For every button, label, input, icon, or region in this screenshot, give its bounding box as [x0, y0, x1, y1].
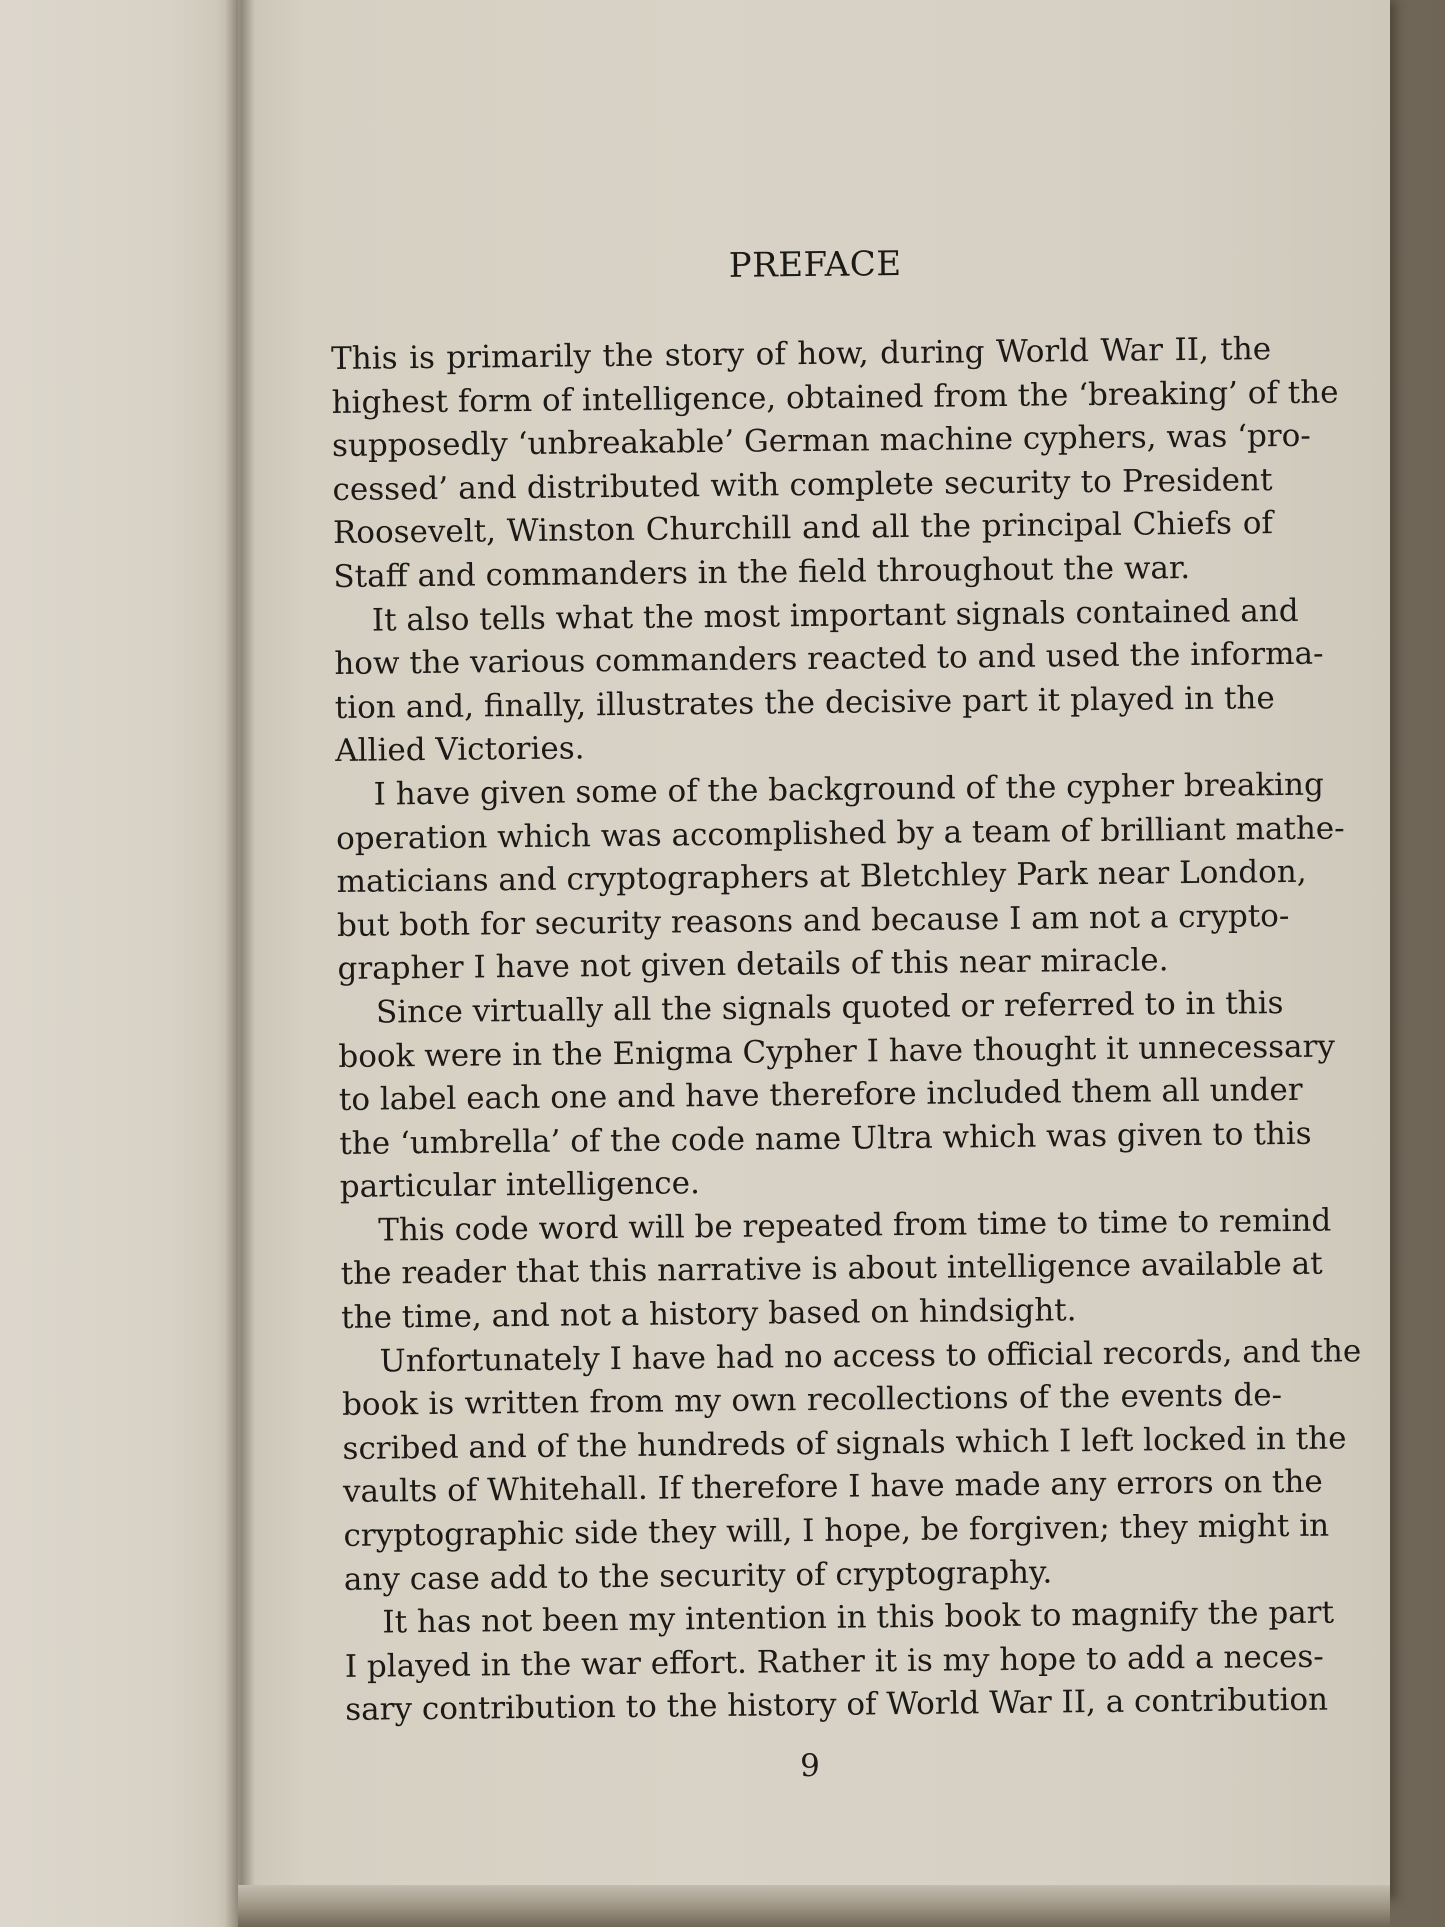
text-line: Staff and commanders in the field throughout the war. — [333, 549, 1191, 595]
text-line: This code word will be repeated from time to time to remind — [378, 1202, 1332, 1249]
paragraph — [340, 1200, 1332, 1341]
text-line: cryptographic side they will, I hope, be forgiven; they might in — [343, 1507, 1330, 1554]
text-line: This is primarily the story of how, during World War II, the — [330, 331, 1272, 377]
text-line: the time, and not a history based on hindsight. — [340, 1292, 1077, 1337]
text-line: Unfortunately I have had no access to official records, and the — [379, 1332, 1362, 1380]
paragraph — [344, 1592, 1335, 1733]
text-line: I played in the war effort. Rather it is my hope to add a neces- — [344, 1638, 1324, 1685]
text-line: the reader that this narrative is about intelligence available at — [340, 1246, 1323, 1293]
text-line: maticians and cryptographers at Bletchley Park near London, — [336, 853, 1307, 901]
text-line: the ‘umbrella’ of the code name Ultra which was given to this — [339, 1115, 1312, 1162]
text-line: any case add to the security of cryptography. — [343, 1554, 1053, 1598]
text-line: how the various commanders reacted to and used the informa- — [334, 635, 1324, 683]
text-line: particular intelligence. — [339, 1165, 701, 1206]
text-line: It has not been my intention in this book to magnify the part — [382, 1594, 1335, 1641]
page-number: 9 — [800, 1748, 820, 1784]
text-line: operation which was accomplished by a team of brilliant mathe- — [335, 809, 1345, 857]
left-page — [0, 0, 240, 1927]
text-line: tion and, finally, illustrates the decisive part it played in the — [334, 679, 1275, 726]
text-line: Since virtually all the signals quoted or referred to in this — [375, 984, 1284, 1031]
text-line: supposedly ‘unbreakable’ German machine cyphers, was ‘pro- — [331, 417, 1311, 465]
paragraph — [335, 764, 1345, 992]
text-line: cessed’ and distributed with complete security to President — [332, 461, 1273, 508]
text-line: book is written from my own recollections of the events de- — [341, 1377, 1283, 1424]
text-line: I have given some of the background of the cypher breaking — [373, 766, 1325, 813]
book-gutter — [225, 0, 255, 1927]
text-line: sary contribution to the history of World War II, a contribution — [345, 1682, 1329, 1729]
text-line: Roosevelt, Winston Churchill and all the principal Chiefs of — [332, 505, 1274, 552]
page-bottom-edge — [238, 1885, 1390, 1927]
text-line: It also tells what the most important signals contained and — [371, 592, 1299, 639]
text-line: but both for security reasons and because I am not a crypto- — [336, 897, 1290, 944]
text-line: grapher I have not given details of this near miracle. — [337, 942, 1169, 988]
text-line: vaults of Whitehall. If therefore I have made any errors on the — [342, 1464, 1323, 1511]
text-line: book were in the Enigma Cypher I have thought it unnecessary — [338, 1028, 1336, 1075]
paragraph — [334, 590, 1324, 774]
text-line: scribed and of the hundreds of signals which I left locked in the — [342, 1420, 1347, 1467]
paragraph — [341, 1331, 1362, 1602]
text-line: to label each one and have therefore included them all under — [338, 1071, 1303, 1119]
text-line: highest form of intelligence, obtained from the ‘breaking’ of the — [331, 374, 1339, 421]
page-text — [330, 240, 1362, 1733]
paragraph — [330, 328, 1339, 599]
paragraph — [338, 982, 1336, 1210]
chapter-title: PREFACE — [728, 244, 902, 286]
text-line: Allied Victories. — [335, 730, 585, 770]
